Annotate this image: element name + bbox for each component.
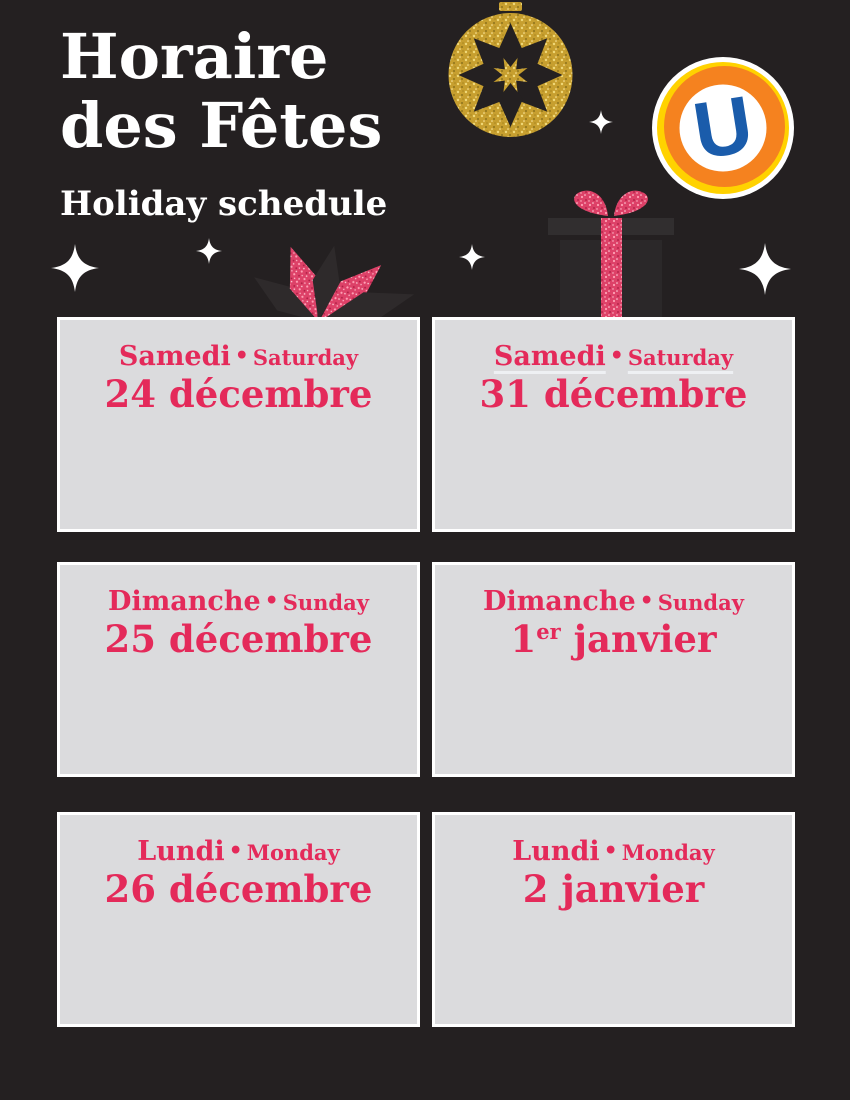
date-text: 26 décembre <box>104 866 373 911</box>
card-date <box>435 616 792 661</box>
page-title <box>60 22 382 161</box>
card-day-line <box>435 587 792 617</box>
day-name-fr: Samedi <box>493 341 606 372</box>
day-name-fr: Samedi <box>118 341 231 372</box>
page-title-line2: des Fêtes <box>60 89 383 163</box>
bullet-separator: • <box>639 588 654 614</box>
card-date <box>60 866 417 911</box>
leaf-fan-icon <box>240 238 430 317</box>
day-name-en: Saturday <box>252 345 359 370</box>
date-text: 24 décembre <box>104 371 373 416</box>
card-date <box>435 866 792 911</box>
day-name-fr: Lundi <box>512 836 600 867</box>
card-day-line <box>435 342 792 372</box>
date-text: 2 janvier <box>522 866 705 911</box>
day-name-en: Monday <box>246 840 340 865</box>
page-subtitle: Holiday schedule <box>60 184 388 224</box>
sparkle-star-icon <box>459 244 485 270</box>
card-date <box>60 371 417 416</box>
day-name-fr: Dimanche <box>483 586 636 617</box>
sparkle-star-icon <box>739 243 791 295</box>
bullet-separator: • <box>603 838 618 864</box>
bullet-separator: • <box>264 588 279 614</box>
date-tail: janvier <box>560 616 717 661</box>
sparkle-star-icon <box>589 110 613 134</box>
card-day-line <box>435 837 792 867</box>
card-day-line <box>60 837 417 867</box>
schedule-card-dec31 <box>432 317 795 532</box>
card-day-line <box>60 342 417 372</box>
gift-box-icon <box>548 186 674 317</box>
schedule-card-dec25 <box>57 562 420 777</box>
day-name-en: Sunday <box>657 590 744 615</box>
schedule-card-dec26 <box>57 812 420 1027</box>
date-text: 25 décembre <box>104 616 373 661</box>
schedule-card-jan2 <box>432 812 795 1027</box>
sparkle-star-icon <box>196 238 222 264</box>
christmas-ornament-icon <box>448 2 573 138</box>
date-text: 1 <box>510 616 537 661</box>
brand-logo-u <box>651 56 795 200</box>
sparkle-star-icon <box>51 244 99 292</box>
card-date <box>60 616 417 661</box>
schedule-card-jan1 <box>432 562 795 777</box>
day-name-fr: Dimanche <box>108 586 261 617</box>
brand-logo-letter: U <box>687 79 759 176</box>
day-name-en: Saturday <box>627 345 734 370</box>
day-name-fr: Lundi <box>137 836 225 867</box>
date-text: 31 décembre <box>479 371 748 416</box>
day-name-en: Sunday <box>282 590 369 615</box>
bullet-separator: • <box>609 343 624 369</box>
date-superscript: er <box>536 618 561 644</box>
bullet-separator: • <box>234 343 249 369</box>
schedule-card-dec24 <box>57 317 420 532</box>
day-name-en: Monday <box>621 840 715 865</box>
card-day-line <box>60 587 417 617</box>
card-date <box>435 371 792 416</box>
page-title-line1: Horaire <box>60 20 329 93</box>
bullet-separator: • <box>228 838 243 864</box>
